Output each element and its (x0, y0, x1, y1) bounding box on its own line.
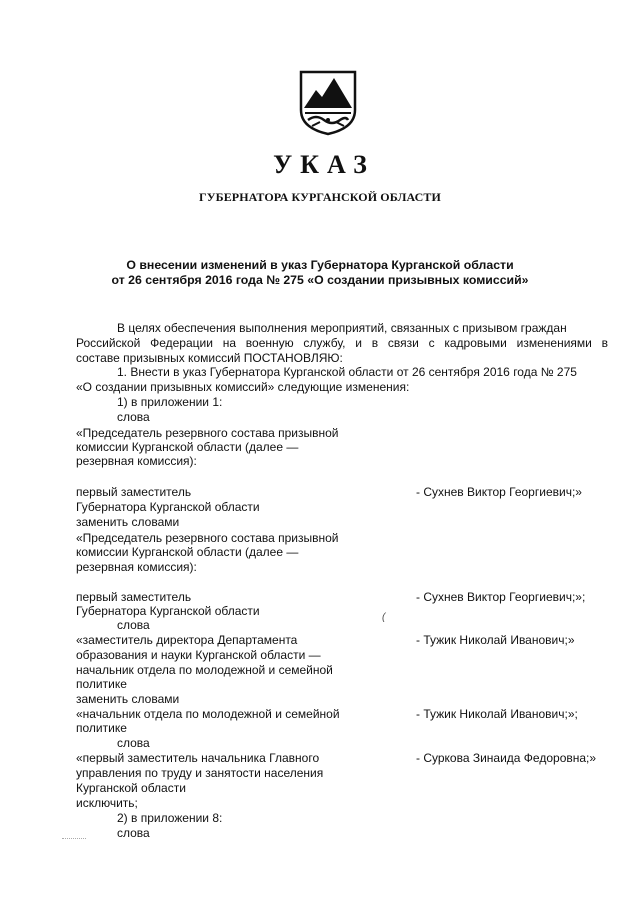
person-suxnev-2: - Сухнев Виктор Георгиевич;»; (416, 590, 586, 604)
dept-line-4: политике (76, 677, 127, 691)
quote-2-line-2: комиссии Курганской области (далее — (76, 545, 299, 559)
quote-1-line-1: «Председатель резервного состава призывной (76, 426, 339, 440)
exclude-label: исключить; (76, 796, 138, 810)
quote-2-line-1: «Председатель резервного состава призывной (76, 531, 339, 545)
position-1-line-1: первый заместитель (76, 485, 192, 499)
document-heading (0, 258, 640, 288)
dept-line-2: образования и науки Курганской области — (76, 648, 321, 662)
replace-label-1: заменить словами (76, 515, 180, 529)
position-2-line-2: Губернатора Курганской области (76, 604, 260, 618)
scan-artifact (62, 838, 86, 843)
person-suxnev-1: - Сухнев Виктор Георгиевич;» (416, 485, 582, 499)
point-1-line-1: 1. Внести в указ Губернатора Курганской области от 26 сентября 2016 года № 275 (117, 365, 577, 379)
person-tuzhik-1: - Тужик Николай Иванович;» (416, 633, 575, 647)
coat-of-arms-icon (298, 70, 358, 136)
document-title: УКАЗ (273, 150, 375, 179)
intro-line-1: В целях обеспечения выполнения мероприятий, связанных с призывом граждан (117, 321, 567, 335)
position-2-line-1: первый заместитель (76, 590, 192, 604)
stray-mark: ( (382, 612, 386, 623)
head-dept-line-2: политике (76, 721, 127, 735)
dept-line-1: «заместитель директора Департамента (76, 633, 298, 647)
words-label-3: слова (117, 736, 150, 750)
replace-label-2: заменить словами (76, 692, 180, 706)
dept-line-3: начальник отдела по молодежной и семейной (76, 663, 333, 677)
position-1-line-2: Губернатора Курганской области (76, 500, 260, 514)
intro-line-2: Российской Федерации на военную службу, и в связи с кадровыми изменениями в (76, 336, 608, 350)
person-surkova: - Суркова Зинаида Федоровна;» (416, 751, 597, 765)
heading-line-2: от 26 сентября 2016 года № 275 «О создании призывных комиссий» (111, 273, 529, 287)
person-tuzhik-2: - Тужик Николай Иванович;»; (416, 707, 578, 721)
quote-1-line-2: комиссии Курганской области (далее — (76, 440, 299, 454)
quote-1-line-3: резервная комиссия): (76, 454, 197, 468)
document-subtitle: ГУБЕРНАТОРА КУРГАНСКОЙ ОБЛАСТИ (199, 190, 441, 204)
quote-2-line-3: резервная комиссия): (76, 560, 197, 574)
subpoint-2: 2) в приложении 8: (117, 811, 223, 825)
deputy-line-1: «первый заместитель начальника Главного (76, 751, 320, 765)
intro-line-3: составе призывных комиссий ПОСТАНОВЛЯЮ: (76, 351, 343, 365)
deputy-line-3: Курганской области (76, 781, 186, 795)
deputy-line-2: управления по труду и занятости населения (76, 766, 324, 780)
subpoint-1: 1) в приложении 1: (117, 395, 223, 409)
words-label-4: слова (117, 826, 150, 840)
words-label-1: слова (117, 410, 150, 424)
head-dept-line-1: «начальник отдела по молодежной и семейной (76, 707, 340, 721)
heading-line-1: О внесении изменений в указ Губернатора Курганской области (126, 258, 514, 272)
point-1-line-2: «О создании призывных комиссий» следующие изменения: (76, 380, 410, 394)
words-label-2: слова (117, 618, 150, 632)
